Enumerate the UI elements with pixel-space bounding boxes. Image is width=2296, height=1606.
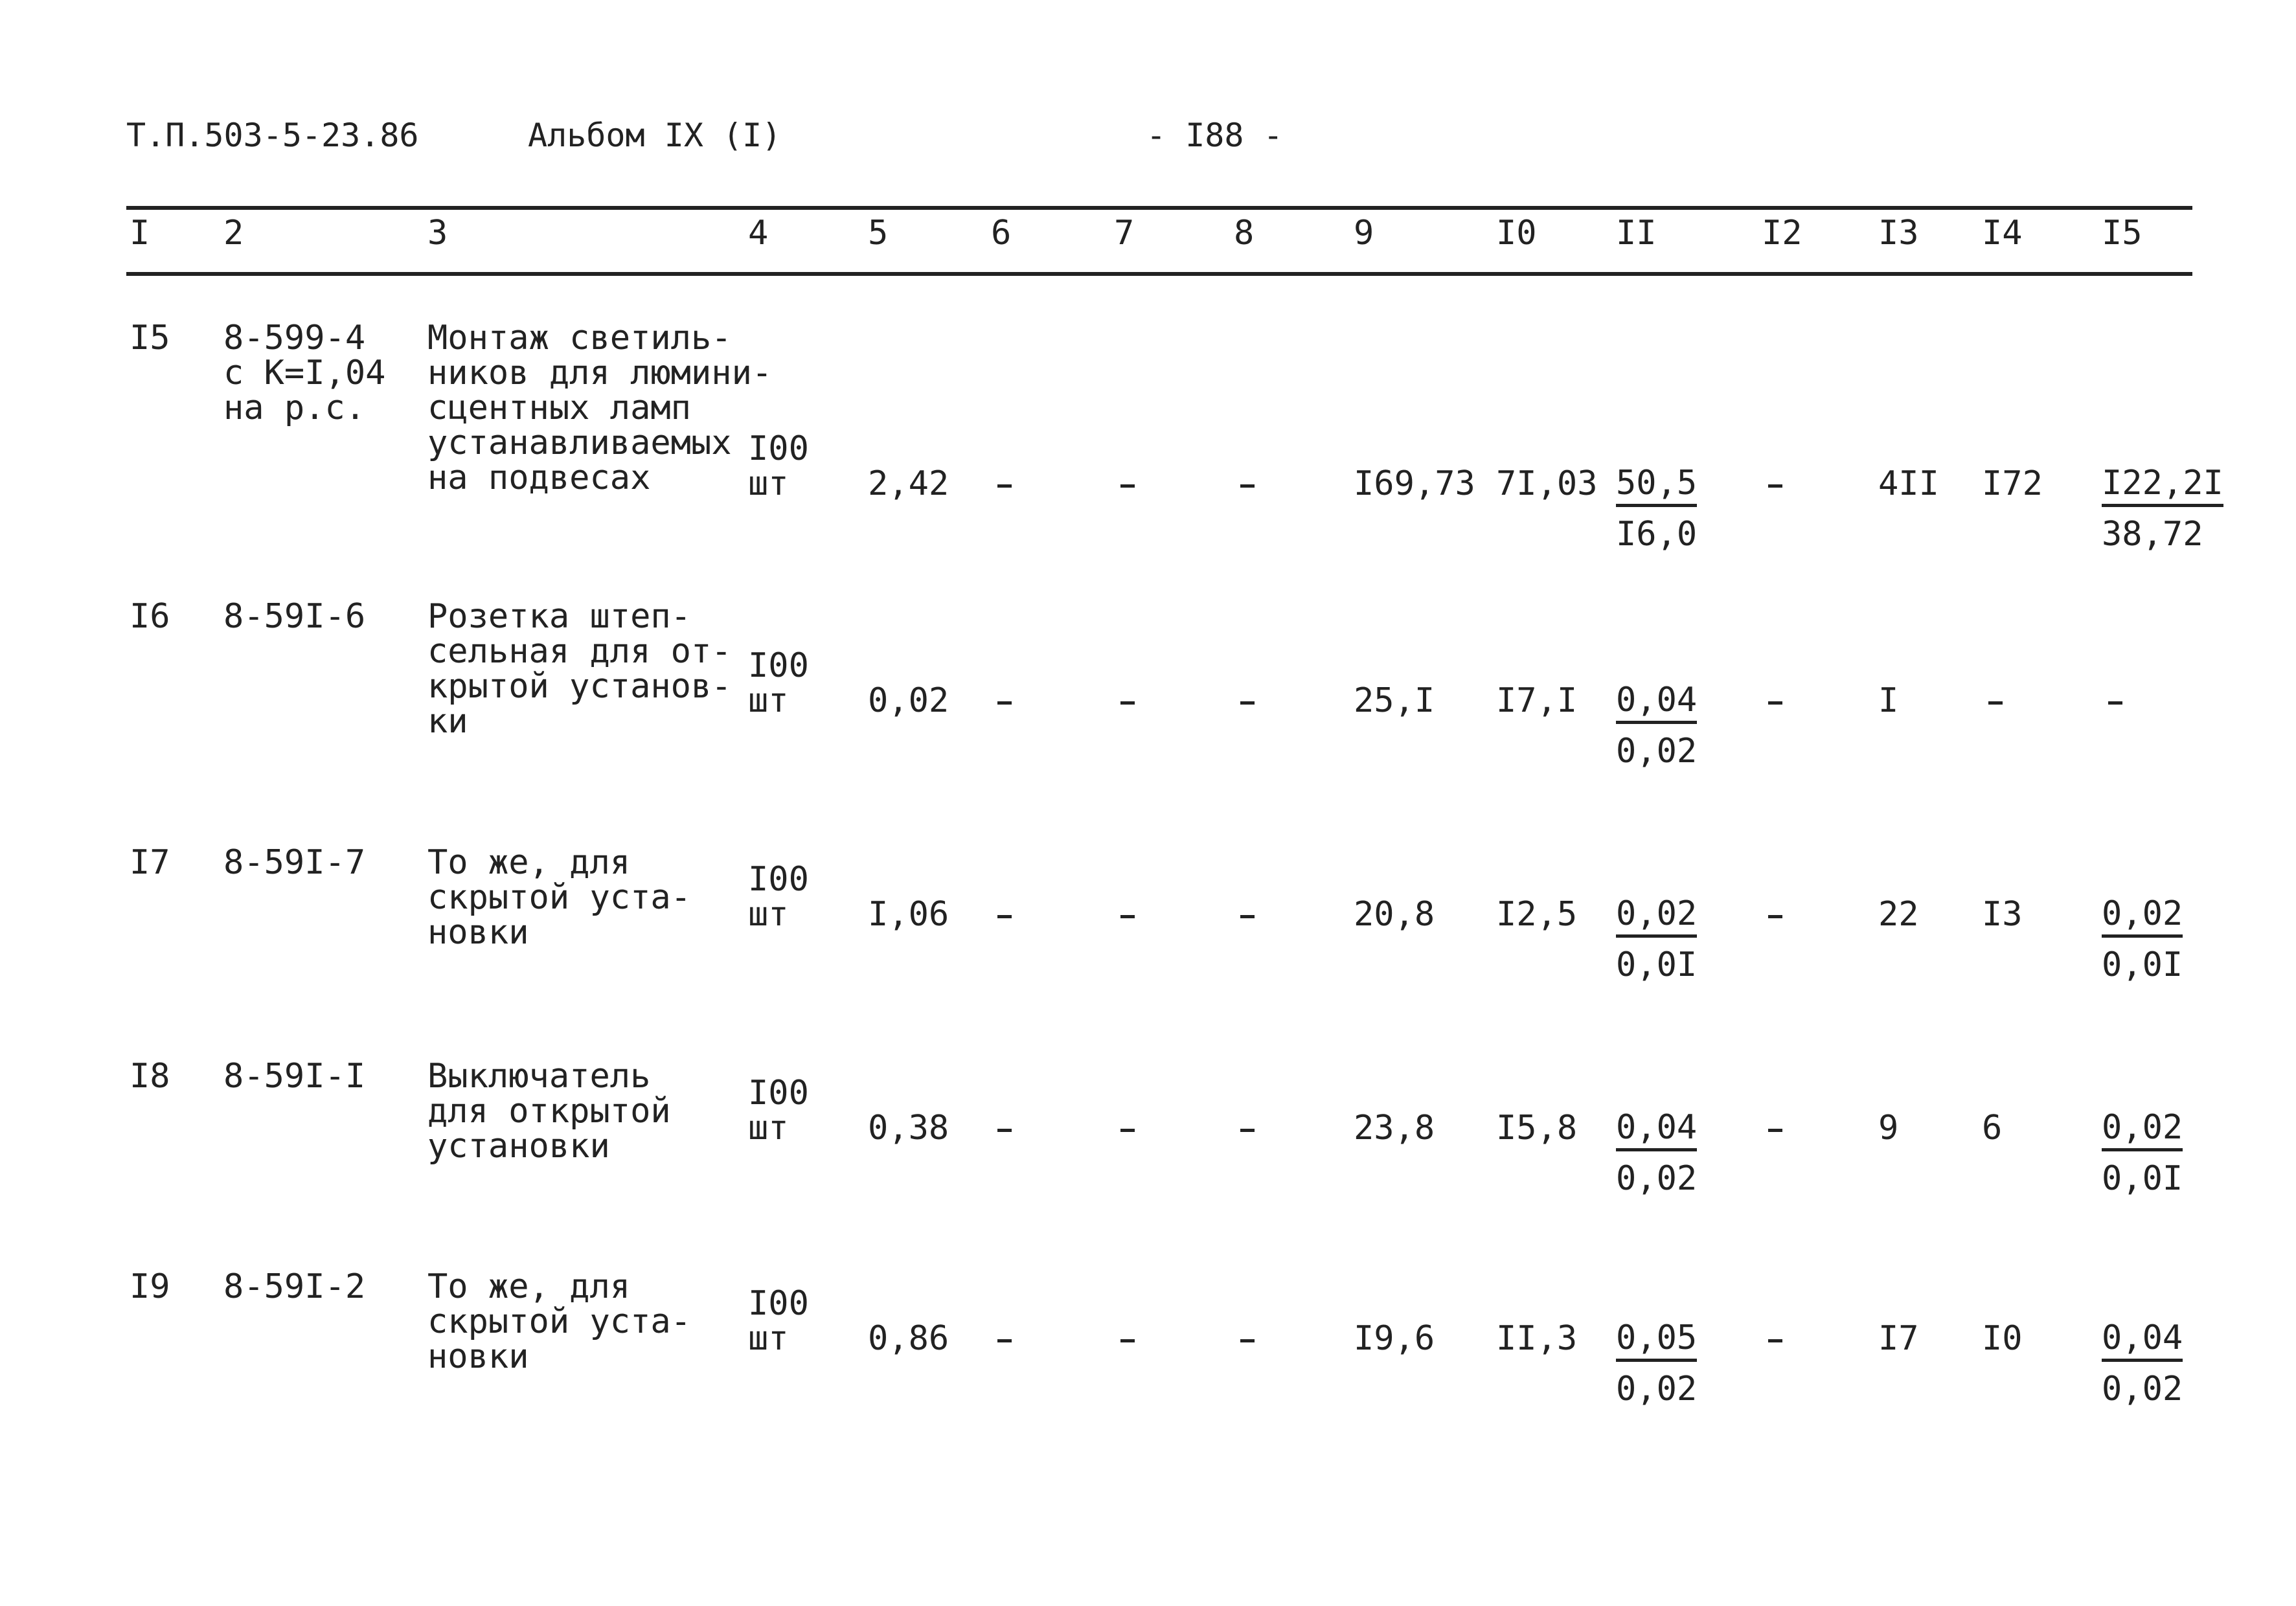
column-15-fraction [2102, 1318, 2183, 1408]
column-11-fraction-numerator: 0,02 [1616, 894, 1697, 938]
column-12-dash [1768, 1129, 1782, 1132]
column-15-fraction-denominator: 0,0I [2102, 1159, 2183, 1198]
quantity: 0,02 [868, 681, 949, 720]
column-6-dash [997, 701, 1012, 705]
column-7-dash [1120, 1339, 1135, 1342]
column-13-value: 22 [1878, 895, 1919, 934]
column-11-fraction-numerator: 0,05 [1616, 1318, 1697, 1362]
column-7-dash [1120, 1129, 1135, 1132]
work-name: То же, для скрытой уста- новки [427, 843, 691, 952]
column-15-fraction-numerator: I22,2I [2102, 464, 2223, 507]
unit-of-measure: I00 шт [748, 860, 809, 934]
album-label: Альбом IX (I) [528, 117, 782, 154]
column-11-fraction [1616, 681, 1697, 771]
column-8-dash [1240, 1129, 1255, 1132]
column-11-fraction-denominator: 0,02 [1616, 732, 1698, 771]
column-14-value: I0 [1982, 1319, 2023, 1358]
column-15-fraction-numerator: 0,02 [2102, 894, 2183, 938]
column-12-dash [1768, 915, 1782, 918]
column-11-fraction-denominator: I6,0 [1616, 515, 1698, 554]
column-15-fraction-denominator: 0,02 [2102, 1370, 2183, 1408]
column-number-row [0, 214, 2296, 266]
row-number: I6 [130, 597, 170, 636]
column-11-fraction-denominator: 0,0I [1616, 945, 1698, 984]
column-number-7: 7 [1114, 214, 1135, 253]
column-6-dash [997, 1339, 1012, 1342]
column-11-fraction-denominator: 0,02 [1616, 1370, 1698, 1408]
column-9-value: 20,8 [1354, 895, 1435, 934]
column-12-dash [1768, 701, 1782, 705]
column-6-dash [997, 484, 1012, 488]
column-6-dash [997, 1129, 1012, 1132]
column-number-2: 2 [223, 214, 244, 253]
quantity: I,06 [868, 895, 949, 934]
column-11-fraction [1616, 464, 1697, 554]
column-number-1: I [130, 214, 150, 253]
column-6-dash [997, 915, 1012, 918]
column-13-value: 4II [1878, 464, 1939, 503]
column-11-fraction-numerator: 0,04 [1616, 681, 1697, 724]
column-number-4: 4 [748, 214, 769, 253]
work-name: Розетка штеп- сельная для от- крытой установ- ки [427, 597, 732, 741]
column-15-fraction-denominator: 38,72 [2102, 515, 2203, 554]
column-15-fraction-numerator: 0,02 [2102, 1108, 2183, 1151]
quantity: 0,38 [868, 1109, 949, 1148]
table-top-rule [126, 206, 2192, 210]
column-7-dash [1120, 915, 1135, 918]
column-number-3: 3 [427, 214, 448, 253]
column-7-dash [1120, 701, 1135, 705]
column-12-dash [1768, 1339, 1782, 1342]
work-name: Монтаж светиль- ников для люмини- сцентных ламп устанавливаемых на подвесах [427, 319, 773, 497]
column-number-12: I2 [1762, 214, 1802, 253]
column-15-fraction [2102, 894, 2183, 984]
column-13-value: I [1878, 681, 1899, 720]
column-number-6: 6 [991, 214, 1012, 253]
rate-code: 8-59I-I [223, 1057, 366, 1096]
column-11-fraction-numerator: 50,5 [1616, 464, 1697, 507]
rate-code: 8-59I-6 [223, 597, 366, 636]
column-10-value: I7,I [1496, 681, 1578, 720]
column-9-value: I9,6 [1354, 1319, 1435, 1358]
page-header [0, 117, 2296, 168]
rate-code: 8-59I-2 [223, 1267, 366, 1306]
column-number-9: 9 [1354, 214, 1374, 253]
column-15-fraction-denominator: 0,0I [2102, 945, 2183, 984]
column-10-value: 7I,03 [1496, 464, 1598, 503]
column-number-13: I3 [1878, 214, 1919, 253]
row-number: I8 [130, 1057, 170, 1096]
column-12-dash [1768, 484, 1782, 488]
rate-code: 8-599-4 с К=I,04 на р.с. [223, 319, 386, 427]
column-15-fraction [2102, 464, 2223, 554]
column-number-10: I0 [1496, 214, 1537, 253]
column-8-dash [1240, 915, 1255, 918]
row-number: I9 [130, 1267, 170, 1306]
column-number-5: 5 [868, 214, 889, 253]
row-number: I7 [130, 843, 170, 882]
column-10-value: I2,5 [1496, 895, 1578, 934]
column-number-15: I5 [2102, 214, 2143, 253]
unit-of-measure: I00 шт [748, 1284, 809, 1358]
column-9-value: 25,I [1354, 681, 1435, 720]
column-number-8: 8 [1234, 214, 1255, 253]
table-header-rule [126, 272, 2192, 276]
column-14-value: 6 [1982, 1109, 2003, 1148]
column-8-dash [1240, 701, 1255, 705]
column-11-fraction [1616, 894, 1697, 984]
column-13-value: I7 [1878, 1319, 1919, 1358]
quantity: 0,86 [868, 1319, 949, 1358]
column-11-fraction-denominator: 0,02 [1616, 1159, 1698, 1198]
row-number: I5 [130, 319, 170, 357]
document-code: Т.П.503-5-23.86 [126, 117, 419, 154]
column-15-dash [2108, 701, 2122, 705]
work-name: Выключатель для открытой установки [427, 1057, 671, 1166]
column-8-dash [1240, 1339, 1255, 1342]
column-14-value: I72 [1982, 464, 2043, 503]
page-number: - I88 - [1146, 117, 1283, 154]
column-11-fraction-numerator: 0,04 [1616, 1108, 1697, 1151]
column-number-11: II [1616, 214, 1657, 253]
work-name: То же, для скрытой уста- новки [427, 1267, 691, 1376]
column-7-dash [1120, 484, 1135, 488]
unit-of-measure: I00 шт [748, 429, 809, 503]
column-8-dash [1240, 484, 1255, 488]
quantity: 2,42 [868, 464, 949, 503]
column-15-fraction-numerator: 0,04 [2102, 1318, 2183, 1362]
unit-of-measure: I00 шт [748, 1074, 809, 1148]
rate-code: 8-59I-7 [223, 843, 366, 882]
column-11-fraction [1616, 1108, 1697, 1198]
column-14-dash [1988, 701, 2003, 705]
column-9-value: 23,8 [1354, 1109, 1435, 1148]
column-11-fraction [1616, 1318, 1697, 1408]
column-number-14: I4 [1982, 214, 2023, 253]
column-15-fraction [2102, 1108, 2183, 1198]
unit-of-measure: I00 шт [748, 646, 809, 720]
column-10-value: I5,8 [1496, 1109, 1578, 1148]
column-9-value: I69,73 [1354, 464, 1475, 503]
column-13-value: 9 [1878, 1109, 1899, 1148]
column-14-value: I3 [1982, 895, 2023, 934]
column-10-value: II,3 [1496, 1319, 1578, 1358]
